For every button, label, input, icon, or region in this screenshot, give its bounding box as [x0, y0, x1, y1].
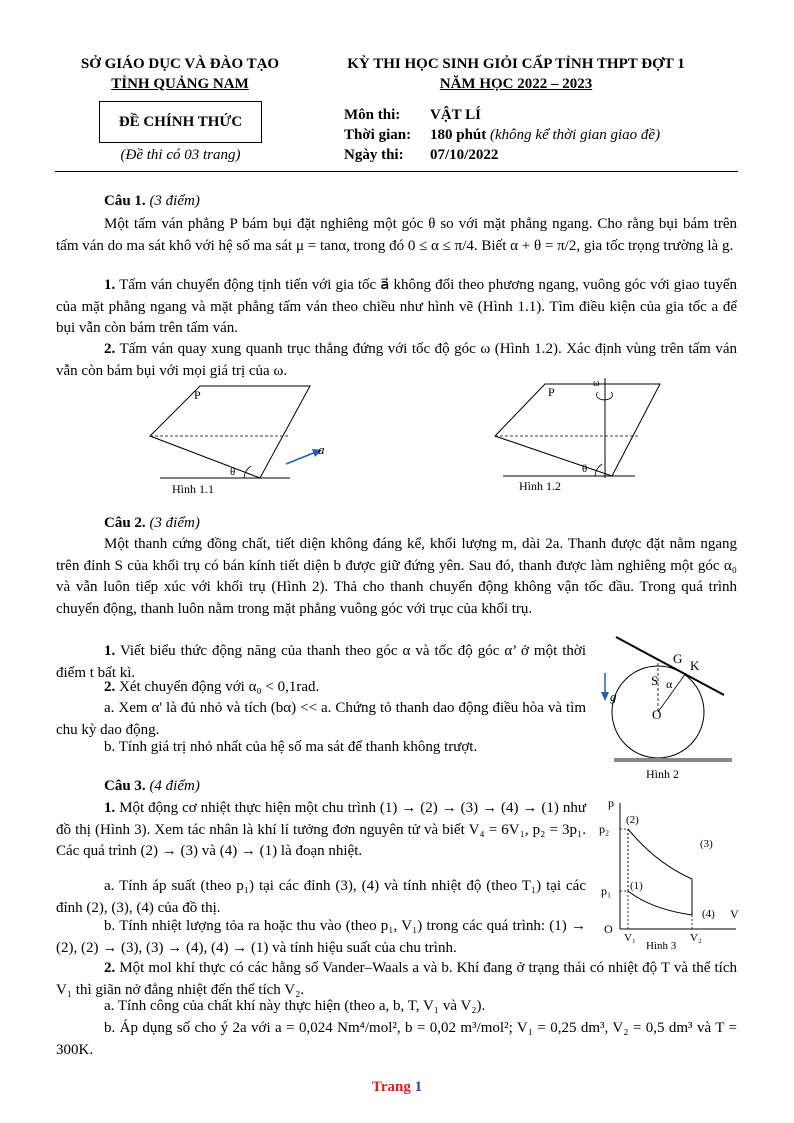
- label-V1: V₁: [624, 932, 636, 944]
- label-G: G: [673, 651, 683, 666]
- q1-part2-number: 2.: [104, 341, 116, 357]
- q3-part2-text: Một mol khí thực có các hằng số Vander–Waals a và b. Khí đang ở trạng thái có nhiệt độ T và thể tích V₁ thì giãn nở đẳng nhiệt đến thể tích V₂.: [56, 960, 737, 998]
- figure-3: [596, 795, 744, 955]
- subject-row: [344, 107, 481, 124]
- subject-value: VẬT LÍ: [430, 107, 481, 123]
- q2-part1-number: 1.: [104, 643, 116, 659]
- ground: [614, 758, 732, 762]
- label-K: K: [690, 658, 700, 673]
- label-a: a⃗: [318, 442, 335, 457]
- page-footer: [0, 1079, 794, 1096]
- date-row: [344, 147, 498, 164]
- date-label: Ngày thi:: [344, 147, 404, 163]
- q3-part1-text: Một động cơ nhiệt thực hiện một chu trình (1) → (2) → (3) → (4) → (1) như đồ thị (Hình 3). Xem tác nhân là khí lí tưởng đơn nguyên tử và biết V₄ = 6V₁, p₂ = 3p₁. Các quá trình (2) → (3) và (4) → (1) là đoạn nhiệt.: [56, 800, 586, 859]
- q3-part1a: a. Tính áp suất (theo p₁) tại các đỉnh (3), (4) và tính nhiệt độ (theo T₁) tại các đỉnh (2), (3), (4) của đồ thị.: [56, 878, 586, 916]
- q2-intro: Một thanh cứng đồng chất, tiết diện không đáng kể, khối lượng m, dài 2a. Thanh được đặt nằm ngang trên đỉnh S của khối trụ có bán kính tiết diện b được giữ đứng yên. Sau đó, thanh được làm nghiêng một góc α₀ và vẫn luôn tiếp xúc với khối trụ (Hình 2). Thả cho thanh chuyển động không vận tốc đầu. Trong quá trình chuyển động, thanh luôn nằm trong mặt phẳng vuông góc với trục của khối trụ.: [56, 536, 737, 617]
- q1-points: (3 điểm): [149, 193, 200, 209]
- q2-part1-text: Viết biểu thức động năng của thanh theo góc α và tốc độ góc α’ ở một thời điểm t bất kì.: [56, 643, 586, 681]
- q1-part1: [56, 275, 737, 340]
- label-state-4: (4): [702, 908, 715, 920]
- label-alpha: α: [666, 677, 673, 691]
- page-number: 1: [414, 1079, 423, 1095]
- issuer-line-1: SỞ GIÁO DỤC VÀ ĐÀO TẠO: [80, 56, 280, 72]
- board-P: [150, 386, 310, 478]
- process-2-3: [628, 829, 692, 879]
- exam-year: [318, 76, 714, 93]
- label-O: O: [604, 922, 613, 936]
- q2-part2a: a. Xem α' là đủ nhỏ và tích (bα) << a. Chứng tỏ thanh dao động điều hòa và tìm chu kỳ dao động.: [56, 700, 586, 738]
- figure-3-caption: Hình 3: [646, 940, 677, 952]
- label-p2: p₂: [599, 822, 610, 836]
- q3-part2-number: 2.: [104, 960, 116, 976]
- q2-title: Câu 2.: [104, 515, 146, 531]
- time-value: 180 phút: [430, 127, 487, 143]
- figure-1-2-caption: Hình 1.2: [519, 479, 561, 493]
- official-badge: [99, 101, 262, 143]
- official-badge-text: ĐỀ CHÍNH THỨC: [118, 113, 243, 130]
- q2-points: (3 điểm): [149, 515, 200, 531]
- time-note: (không kể thời gian giao đề): [490, 127, 661, 143]
- q2-heading: [56, 513, 737, 535]
- q3-part1-number: 1.: [104, 800, 116, 816]
- q1-part1-text: Tấm ván chuyển động tịnh tiến với gia tốc a⃗ không đổi theo phương ngang, vuông góc với giao tuyến của mặt phẳng ngang và mặt phẳng tấm ván theo chiều như hình vẽ (Hình 1.1). Tìm điều kiện của gia tốc a để bụi vẫn còn bám trên tấm ván.: [56, 277, 737, 336]
- q3-points: (4 điểm): [149, 778, 200, 794]
- q3-part1b: b. Tính nhiệt lượng tỏa ra hoặc thu vào (theo p₁, V₁) trong các quá trình: (1) → (2), (2) → (3), (3) → (4), (4) → (1) và tính hiệu suất của chu trình.: [56, 918, 586, 956]
- q3-part1: [56, 798, 586, 863]
- q3-part2a: a. Tính công của chất khí này thực hiện (theo a, b, T, V₁ và V₂).: [104, 998, 486, 1014]
- label-g: g⃗: [610, 689, 627, 704]
- q3-title: Câu 3.: [104, 778, 146, 794]
- figure-1-1-caption: Hình 1.1: [172, 482, 214, 496]
- figure-2-caption: Hình 2: [646, 767, 679, 781]
- gravity-arrowhead: [601, 692, 609, 701]
- issuer-line-2: [62, 76, 298, 93]
- process-4-1: [628, 891, 692, 915]
- subject-label: Môn thi:: [344, 107, 401, 123]
- figure-1-1: [140, 378, 340, 498]
- label-p: p: [608, 796, 614, 810]
- q1-heading: [56, 191, 737, 213]
- q1-part2-text: Tấm ván quay xung quanh trục thẳng đứng với tốc độ góc ω (Hình 1.2). Xác định vùng trên tấm ván vẫn còn bám bụi với mọi giá trị của ω.: [56, 341, 737, 379]
- acceleration-arrow: [286, 452, 316, 464]
- label-V2: V₂: [690, 932, 702, 944]
- q1-title: Câu 1.: [104, 193, 146, 209]
- exam-title: KỲ THI HỌC SINH GIỎI CẤP TỈNH THPT ĐỢT 1: [347, 56, 685, 72]
- q3-part2: [56, 958, 737, 1001]
- label-P: P: [548, 385, 555, 399]
- label-V: V: [730, 907, 739, 921]
- q3-part2b: b. Áp dụng số cho ý 2a với a = 0,024 Nm⁴/mol², b = 0,02 m³/mol²; V₁ = 0,25 dm³, V₂ = 0,5 dm³ và T = 300K.: [56, 1020, 737, 1058]
- label-P: P: [194, 388, 201, 402]
- date-value: 07/10/2022: [430, 147, 499, 163]
- figure-1-2: [485, 376, 705, 498]
- exam-year-text: NĂM HỌC 2022 – 2023: [439, 76, 593, 92]
- q2-part2-text: Xét chuyển động với α₀ < 0,1rad.: [119, 679, 320, 695]
- label-state-1: (1): [630, 880, 643, 892]
- label-p1: p₁: [601, 884, 612, 898]
- figure-2: [594, 633, 744, 783]
- label-theta: θ: [230, 466, 236, 478]
- header-divider: [55, 171, 738, 172]
- issuer-province: TỈNH QUẢNG NAM: [111, 76, 249, 92]
- q2-part2b: b. Tính giá trị nhỏ nhất của hệ số ma sát để thanh không trượt.: [104, 739, 478, 755]
- q1-part1-number: 1.: [104, 277, 116, 293]
- theta-arc: [595, 464, 602, 476]
- label-S: S: [651, 673, 659, 688]
- label-state-3: (3): [700, 838, 713, 850]
- label-O: O: [652, 707, 662, 722]
- page-word: Trang: [371, 1079, 411, 1095]
- time-label: Thời gian:: [344, 127, 412, 143]
- label-state-2: (2): [626, 814, 639, 826]
- board-P: [495, 384, 660, 476]
- q2-part2-number: 2.: [104, 679, 116, 695]
- pages-note: (Đề thi có 03 trang): [120, 147, 241, 163]
- time-row: [344, 127, 660, 144]
- q1-intro: Một tấm ván phẳng P bám bụi đặt nghiêng một góc θ so với mặt phẳng ngang. Cho rằng bụi bám trên tấm ván do ma sát khô với hệ số ma sát μ = tanα, trong đó 0 ≤ α ≤ π/4. Biết α + θ = π/2, gia tốc trọng trường là g.: [56, 216, 737, 254]
- label-omega: ω: [593, 378, 600, 389]
- q2-part2: [56, 677, 586, 699]
- label-theta: θ: [582, 463, 588, 475]
